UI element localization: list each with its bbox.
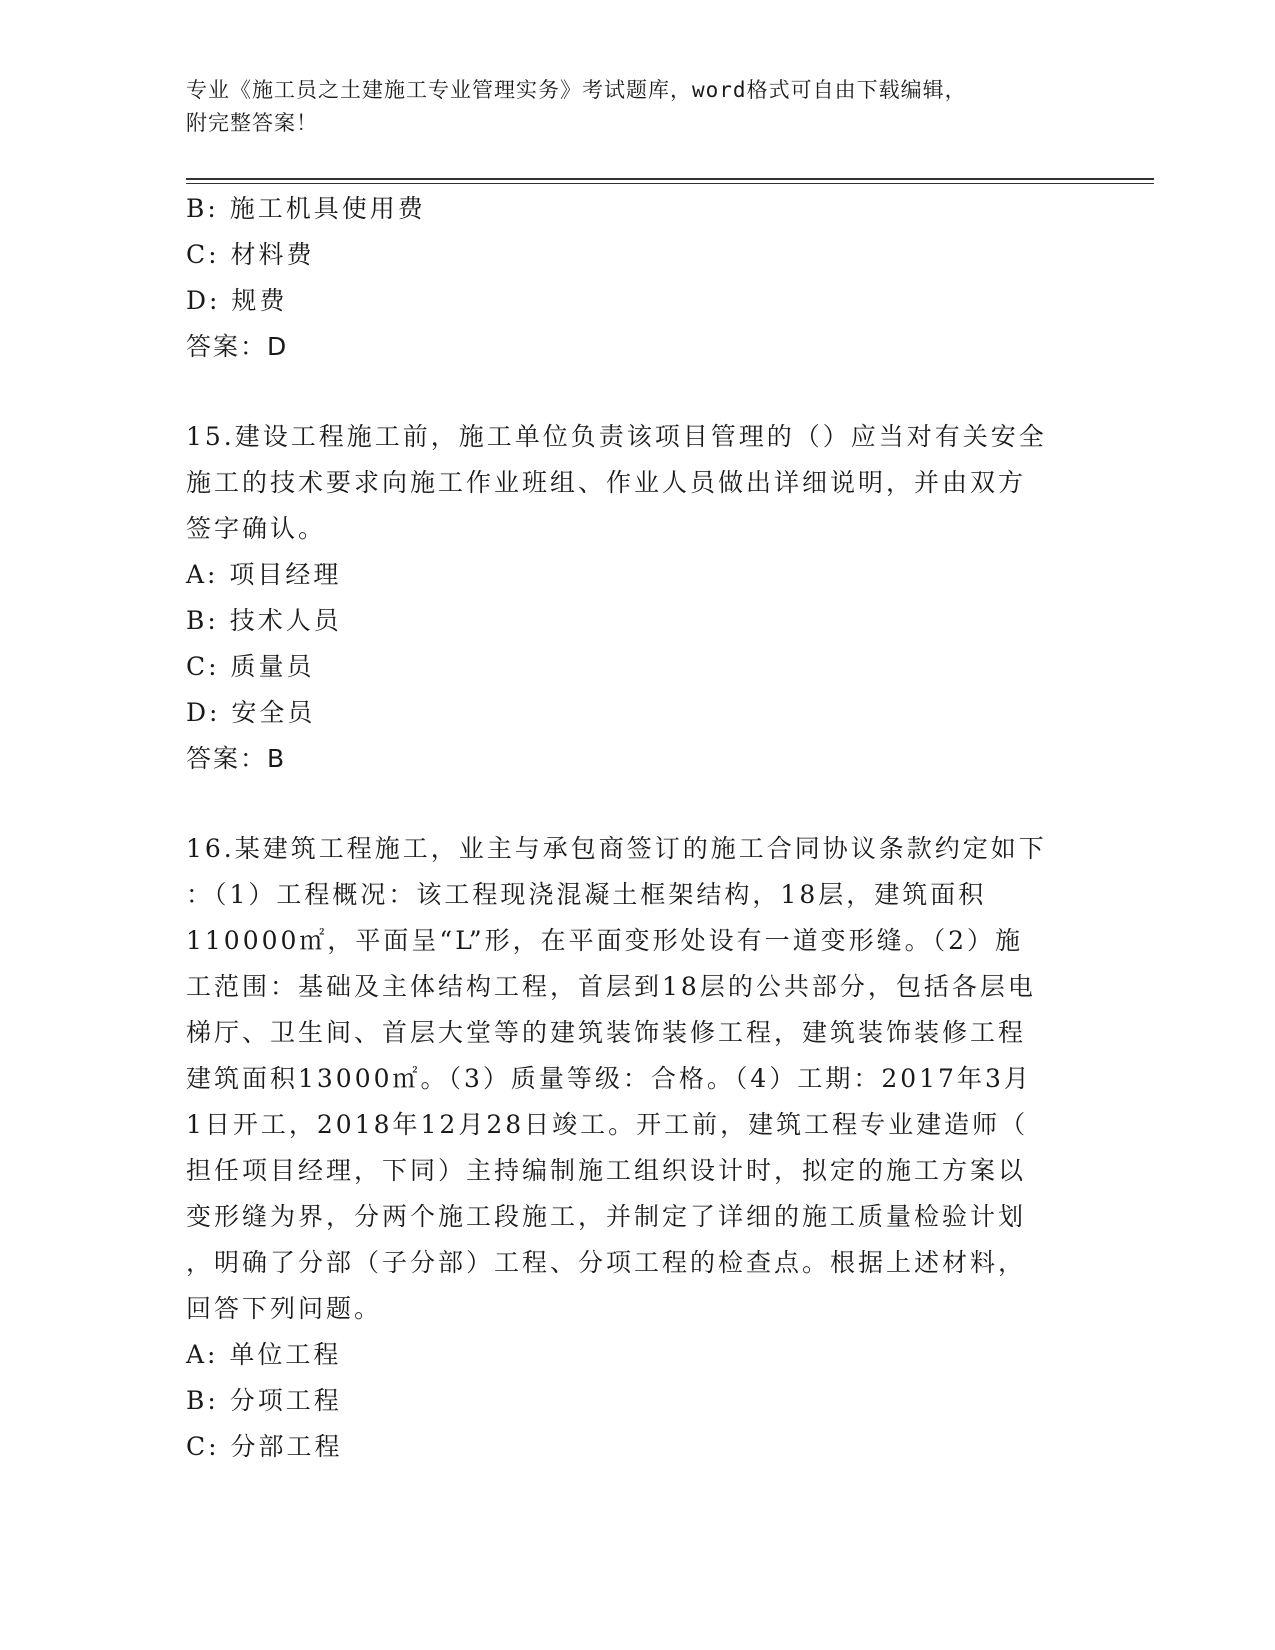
q15-stem-line: 签字确认。 [186, 514, 327, 543]
q16-option-c: C: 分部工程 [186, 1432, 343, 1461]
document-header [186, 74, 1066, 140]
q15-option-d: D: 安全员 [186, 698, 316, 727]
q15-answer: 答案：B [186, 744, 287, 773]
q16-stem-line: 建筑面积13000㎡。（3）质量等级：合格。（4）工期：2017年3月 [186, 1064, 1032, 1093]
q16-stem-line: 回答下列问题。 [186, 1294, 383, 1323]
question-14-tail [186, 186, 1086, 370]
q16-stem-line: ：（1）工程概况：该工程现浇混凝土框架结构，18层，建筑面积 [186, 880, 987, 909]
spacer [186, 782, 1086, 826]
q16-stem-line: 工范围：基础及主体结构工程，首层到18层的公共部分，包括各层电 [186, 972, 1036, 1001]
q15-option-b: B: 技术人员 [186, 606, 342, 635]
q16-option-a: A: 单位工程 [186, 1340, 342, 1369]
q16-stem-line: ，明确了分部（子分部）工程、分项工程的检查点。根据上述材料， [186, 1248, 1027, 1277]
question-15 [186, 414, 1086, 782]
document-body [186, 186, 1086, 1470]
header-line-2: 附完整答案！ [186, 111, 318, 135]
header-divider-thick [186, 178, 1154, 180]
q16-option-b: B: 分项工程 [186, 1386, 342, 1415]
q16-stem-line: 梯厅、卫生间、首层大堂等的建筑装饰装修工程，建筑装饰装修工程 [186, 1018, 1027, 1047]
q15-stem-line: 15.建设工程施工前，施工单位负责该项目管理的（）应当对有关安全 [186, 422, 1047, 451]
spacer [186, 370, 1086, 414]
q15-option-a: A: 项目经理 [186, 560, 342, 589]
q14-option-c: C: 材料费 [186, 240, 315, 269]
q14-option-d: D: 规费 [186, 286, 288, 315]
q16-stem-line: 1日开工，2018年12月28日竣工。开工前，建筑工程专业建造师（ [186, 1110, 1029, 1139]
q15-option-c: C: 质量员 [186, 652, 315, 681]
question-16 [186, 826, 1086, 1470]
q14-option-b: B: 施工机具使用费 [186, 194, 426, 223]
header-divider-thin [186, 183, 1154, 184]
header-line-1: 专业《施工员之土建施工专业管理实务》考试题库，word格式可自由下载编辑， [186, 78, 967, 102]
q16-stem-line: 110000㎡，平面呈“L”形，在平面变形处设有一道变形缝。（2）施 [186, 926, 1024, 955]
q15-stem-line: 施工的技术要求向施工作业班组、作业人员做出详细说明，并由双方 [186, 468, 1027, 497]
q16-stem-line: 担任项目经理，下同）主持编制施工组织设计时，拟定的施工方案以 [186, 1156, 1027, 1185]
q16-stem-line: 变形缝为界，分两个施工段施工，并制定了详细的施工质量检验计划 [186, 1202, 1027, 1231]
q16-stem-line: 16.某建筑工程施工，业主与承包商签订的施工合同协议条款约定如下 [186, 834, 1047, 863]
q14-answer: 答案：D [186, 332, 289, 361]
